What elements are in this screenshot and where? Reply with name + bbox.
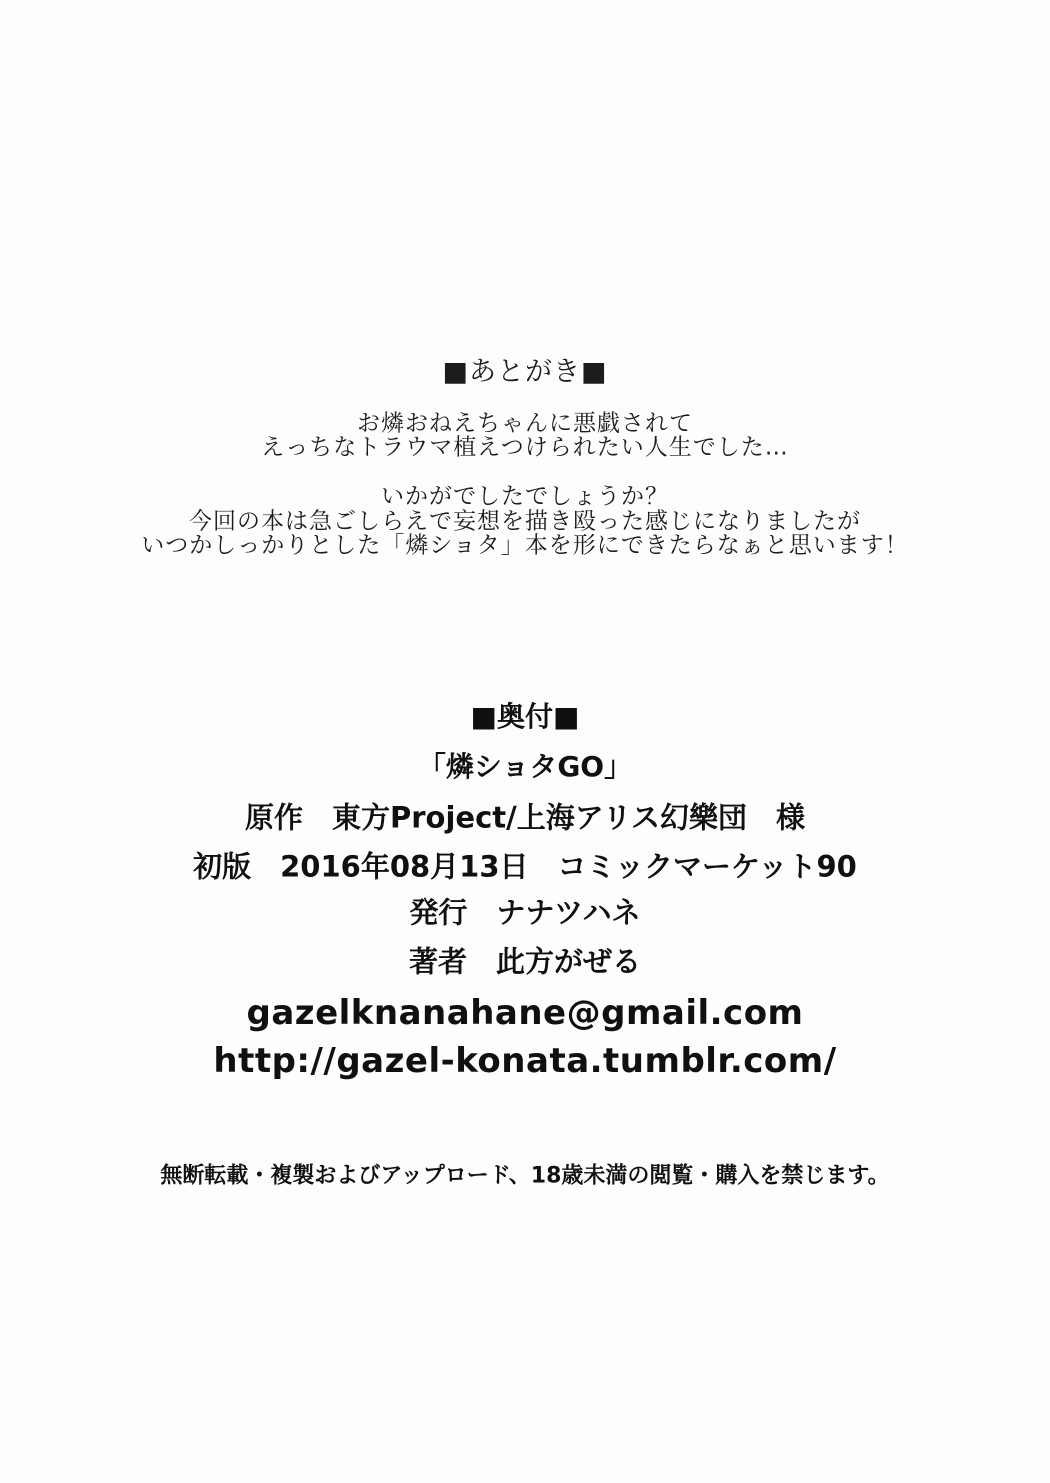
afterword-paragraph2-line2: 今回の本は急ごしらえで妄想を描き殴った感じになりましたが bbox=[189, 508, 861, 535]
book-title: 「燐ショタGO」 bbox=[417, 750, 633, 783]
website-url-text: http://gazel-konata.tumblr.com/ bbox=[213, 1041, 837, 1081]
colophon-heading: ■奥付■ bbox=[470, 700, 580, 733]
afterword-paragraph1-line2: えっちなトラウマ植えつけられたい人生でした… bbox=[261, 434, 789, 461]
first-edition-date: 初版 2016年08月13日 コミックマーケット90 bbox=[193, 849, 857, 884]
afterword-paragraph2-line3: いつかしっかりとした「燐ショタ」本を形にできたらなぁと思います！ bbox=[141, 532, 909, 559]
publisher-credit: 発行 ナナツハネ bbox=[409, 895, 641, 930]
afterword-paragraph1-line1: お燐おねえちゃんに悪戯されて bbox=[357, 410, 693, 437]
afterword-heading: ■あとがき■ bbox=[442, 356, 608, 388]
contact-email-text: gazelknanahane@gmail.com bbox=[246, 993, 804, 1033]
author-credit: 著者 此方がぜる bbox=[408, 944, 641, 979]
afterword-paragraph2-line1: いかがでしたでしょうか？ bbox=[381, 483, 669, 510]
copyright-notice: 無断転載・複製およびアップロード、18歳未満の閲覧・購入を禁じます。 bbox=[160, 1163, 890, 1189]
original-work-credit: 原作 東方Project/上海アリス幻樂団 様 bbox=[245, 800, 805, 835]
